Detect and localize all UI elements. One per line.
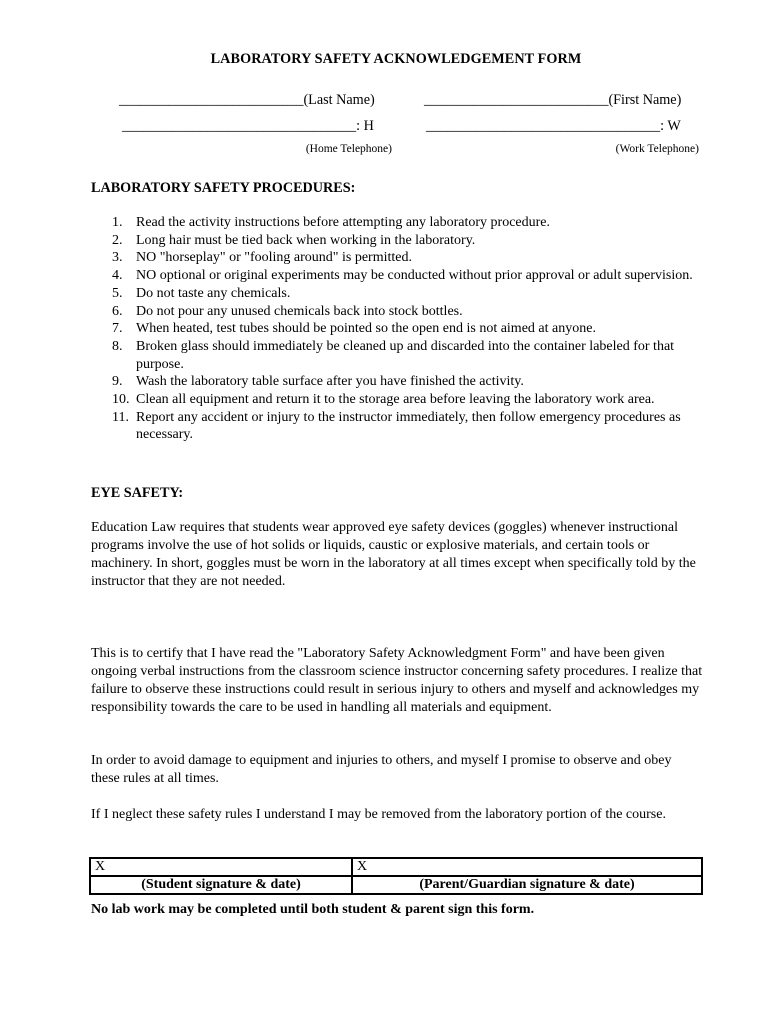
work-telephone-label: (Work Telephone)	[615, 143, 699, 155]
student-signature-label: (Student signature & date)	[90, 876, 352, 894]
item-text: Read the activity instructions before attempting any laboratory procedure.	[136, 215, 551, 230]
last-name-field[interactable]: __________________________(Last Name)	[119, 92, 375, 108]
list-item	[112, 249, 712, 267]
first-name-field[interactable]: __________________________(First Name)	[424, 92, 682, 108]
item-text: When heated, test tubes should be pointed so the open end is not aimed at anyone.	[136, 321, 596, 337]
list-item	[112, 232, 712, 250]
item-text: Do not pour any unused chemicals back into stock bottles.	[136, 303, 463, 319]
item-text: Broken glass should immediately be cleaned up and discarded into the container labeled for that purpose.	[136, 338, 675, 372]
work-telephone-field[interactable]: _________________________________: W	[426, 118, 681, 134]
item-text: Do not taste any chemicals.	[136, 285, 291, 301]
item-number: 8.	[112, 338, 123, 354]
item-number: 7.	[112, 321, 123, 337]
list-item	[112, 391, 712, 409]
item-number: 6.	[112, 303, 123, 319]
list-item	[112, 338, 712, 373]
signature-table	[89, 857, 703, 895]
item-text: NO optional or original experiments may be conducted without prior approval or adult supervision.	[136, 268, 693, 284]
eye-safety-paragraph: Education Law requires that students wear approved eye safety devices (goggles) whenever instructional programs involve the use of hot solids or liquids, caustic or explosive materials, and certain tools or machinery. In short, goggles must be worn in the laboratory at all times except when specifically told by the instructor that they are not needed.	[91, 520, 696, 589]
item-number: 1.	[112, 215, 123, 230]
form-title: LABORATORY SAFETY ACKNOWLEDGEMENT FORM	[210, 51, 582, 67]
item-text: Clean all equipment and return it to the storage area before leaving the laboratory work area.	[136, 392, 655, 408]
parent-signature-label: (Parent/Guardian signature & date)	[352, 876, 702, 894]
list-item	[112, 409, 712, 444]
list-item	[112, 214, 712, 232]
procedures-list	[112, 214, 712, 444]
neglect-paragraph: If I neglect these safety rules I understand I may be removed from the laboratory portion of the course.	[91, 807, 666, 822]
list-item	[112, 303, 712, 321]
item-number: 2.	[112, 232, 123, 248]
eye-safety-heading: EYE SAFETY:	[91, 485, 184, 501]
list-item	[112, 267, 712, 285]
item-text: NO "horseplay" or "fooling around" is permitted.	[136, 250, 412, 266]
item-text: Wash the laboratory table surface after you have finished the activity.	[136, 374, 524, 390]
promise-paragraph: In order to avoid damage to equipment and injuries to others, and myself I promise to observe and obey these rules at all times.	[91, 753, 672, 786]
home-telephone-label: (Home Telephone)	[305, 143, 392, 155]
list-item	[112, 285, 712, 303]
item-number: 10.	[112, 392, 130, 408]
home-telephone-field[interactable]: _________________________________: H	[122, 118, 374, 134]
item-number: 9.	[112, 374, 123, 390]
item-text: Long hair must be tied back when working in the laboratory.	[136, 232, 476, 248]
item-number: 3.	[112, 250, 123, 266]
parent-signature-box[interactable]: X	[352, 858, 702, 876]
item-number: 4.	[112, 268, 123, 284]
certification-paragraph: This is to certify that I have read the "Laboratory Safety Acknowledgment Form" and have been given ongoing verbal instructions from the classroom science instructor concerning safety procedures. I realize that failure to observe these instructions could result in serious injury to others and myself and acknowledges my responsibility towards the care to be used in handling all materials and equipment.	[91, 646, 703, 715]
item-number: 11.	[112, 409, 129, 425]
footer-note: No lab work may be completed until both student & parent sign this form.	[91, 902, 535, 917]
procedures-heading: LABORATORY SAFETY PROCEDURES:	[91, 180, 356, 196]
list-item	[112, 373, 712, 391]
list-item	[112, 320, 712, 338]
item-number: 5.	[112, 285, 123, 301]
item-text: Report any accident or injury to the instructor immediately, then follow emergency procedures as necessary.	[136, 409, 681, 443]
student-signature-box[interactable]: X	[90, 858, 352, 876]
